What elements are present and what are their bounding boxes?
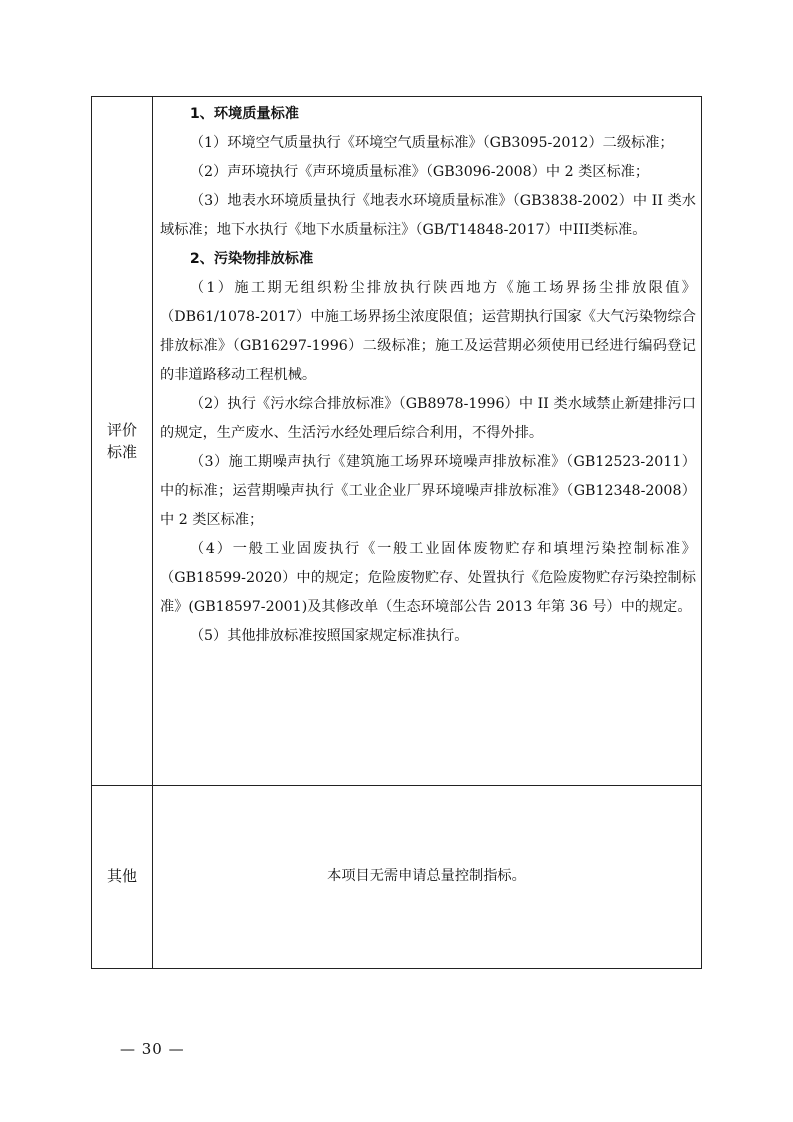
emission-item-1: （1）施工期无组织粉尘排放执行陕西地方《施工场界扬尘排放限值》（DB61/1078-2017）中施工场界扬尘浓度限值；运营期执行国家《大气污染物综合排放标准》（GB16297-1996）二级标准；施工及运营期必须使用已经进行编码登记的非道路移动工程机械。 (160, 280, 696, 383)
emission-item-5: （5）其他排放标准按照国家规定标准执行。 (189, 628, 469, 644)
column-divider (152, 97, 153, 968)
section-heading-emission-standards: 2、污染物排放标准 (189, 251, 314, 267)
emission-item-3: （3）施工期噪声执行《建筑施工场界环境噪声排放标准》（GB12523-2011）中的标准；运营期噪声执行《工业企业厂界环境噪声排放标准》（GB12348-2008）中 2 类区标准； (160, 454, 696, 528)
quality-item-1: （1）环境空气质量执行《环境空气质量标准》（GB3095-2012）二级标准； (189, 135, 674, 151)
page-number: — 30 — (120, 1040, 185, 1058)
other-content: 本项目无需申请总量控制指标。 (327, 868, 526, 884)
row-divider (92, 785, 701, 786)
row-label-line-1: 评价 (106, 421, 137, 439)
row-label-line-2: 标准 (106, 443, 137, 461)
emission-item-2: （2）执行《污水综合排放标准》（GB8978-1996）中 II 类水域禁止新建排污口的规定，生产废水、生活污水经处理后综合利用，不得外排。 (160, 396, 696, 441)
standards-table (91, 96, 702, 969)
quality-item-2: （2）声环境执行《声环境质量标准》（GB3096-2008）中 2 类区标准； (189, 164, 650, 180)
row-label-evaluation-standards (92, 419, 152, 463)
section-heading-environmental-quality: 1、环境质量标准 (189, 106, 299, 122)
emission-item-4: （4）一般工业固废执行《一般工业固体废物贮存和填埋污染控制标准》（GB18599-2020）中的规定；危险废物贮存、处置执行《危险废物贮存污染控制标准》(GB18597-2001)及其修改单（生态环境部公告 2013 年第 36 号）中的规定。 (160, 541, 696, 615)
quality-item-3: （3）地表水环境质量执行《地表水环境质量标准》（GB3838-2002）中 II 类水域标准；地下水执行《地下水质量标注》（GB/T14848-2017）中III类标准。 (160, 193, 696, 238)
row-label-other: 其他 (106, 867, 137, 885)
evaluation-standards-content (160, 100, 696, 651)
